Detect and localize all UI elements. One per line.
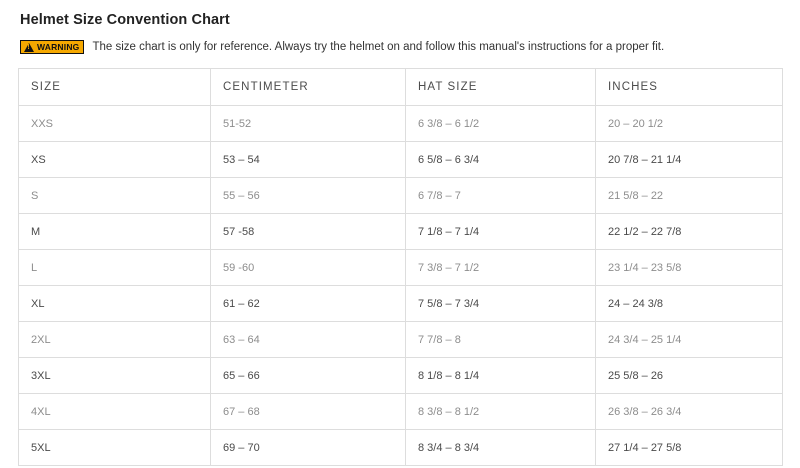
cell-centimeter: 51-52 <box>211 106 406 142</box>
cell-size: 4XL <box>19 394 211 430</box>
cell-hat-size: 7 5/8 – 7 3/4 <box>406 286 596 322</box>
cell-size: 2XL <box>19 322 211 358</box>
cell-size: L <box>19 250 211 286</box>
table-header <box>19 69 783 106</box>
cell-hat-size: 7 7/8 – 8 <box>406 322 596 358</box>
page-title: Helmet Size Convention Chart <box>20 12 230 28</box>
table-row <box>19 394 783 430</box>
column-header-inches: INCHES <box>596 69 783 106</box>
warning-badge <box>20 40 84 54</box>
table-row <box>19 430 783 466</box>
cell-hat-size: 8 3/4 – 8 3/4 <box>406 430 596 466</box>
cell-inches: 25 5/8 – 26 <box>596 358 783 394</box>
cell-inches: 22 1/2 – 22 7/8 <box>596 214 783 250</box>
table-row <box>19 142 783 178</box>
cell-centimeter: 57 -58 <box>211 214 406 250</box>
cell-inches: 24 3/4 – 25 1/4 <box>596 322 783 358</box>
cell-centimeter: 65 – 66 <box>211 358 406 394</box>
cell-size: 5XL <box>19 430 211 466</box>
cell-inches: 20 7/8 – 21 1/4 <box>596 142 783 178</box>
cell-centimeter: 53 – 54 <box>211 142 406 178</box>
table-row <box>19 358 783 394</box>
cell-size: S <box>19 178 211 214</box>
cell-inches: 24 – 24 3/8 <box>596 286 783 322</box>
cell-hat-size: 8 3/8 – 8 1/2 <box>406 394 596 430</box>
cell-hat-size: 7 1/8 – 7 1/4 <box>406 214 596 250</box>
cell-size: XXS <box>19 106 211 142</box>
cell-size: 3XL <box>19 358 211 394</box>
cell-hat-size: 6 5/8 – 6 3/4 <box>406 142 596 178</box>
table-row <box>19 106 783 142</box>
cell-hat-size: 6 7/8 – 7 <box>406 178 596 214</box>
table-header-row <box>19 69 783 106</box>
cell-inches: 26 3/8 – 26 3/4 <box>596 394 783 430</box>
cell-centimeter: 69 – 70 <box>211 430 406 466</box>
table-row <box>19 214 783 250</box>
cell-size: XS <box>19 142 211 178</box>
column-header-size: SIZE <box>19 69 211 106</box>
cell-centimeter: 63 – 64 <box>211 322 406 358</box>
cell-inches: 23 1/4 – 23 5/8 <box>596 250 783 286</box>
table-row <box>19 178 783 214</box>
table-body <box>19 106 783 466</box>
warning-badge-label: WARNING <box>37 41 80 52</box>
table-row <box>19 286 783 322</box>
cell-centimeter: 59 -60 <box>211 250 406 286</box>
cell-centimeter: 61 – 62 <box>211 286 406 322</box>
column-header-hat-size: HAT SIZE <box>406 69 596 106</box>
cell-inches: 27 1/4 – 27 5/8 <box>596 430 783 466</box>
cell-inches: 20 – 20 1/2 <box>596 106 783 142</box>
warning-notice <box>20 40 782 54</box>
cell-centimeter: 55 – 56 <box>211 178 406 214</box>
notice-text: The size chart is only for reference. Always try the helmet on and follow this manual's instructions for a proper fit. <box>92 41 665 53</box>
cell-hat-size: 7 3/8 – 7 1/2 <box>406 250 596 286</box>
cell-hat-size: 6 3/8 – 6 1/2 <box>406 106 596 142</box>
cell-centimeter: 67 – 68 <box>211 394 406 430</box>
cell-inches: 21 5/8 – 22 <box>596 178 783 214</box>
cell-hat-size: 8 1/8 – 8 1/4 <box>406 358 596 394</box>
column-header-centimeter: CENTIMETER <box>211 69 406 106</box>
cell-size: XL <box>19 286 211 322</box>
cell-size: M <box>19 214 211 250</box>
warning-triangle-icon <box>24 43 34 52</box>
table-row <box>19 322 783 358</box>
table-row <box>19 250 783 286</box>
size-chart-table <box>18 68 783 466</box>
